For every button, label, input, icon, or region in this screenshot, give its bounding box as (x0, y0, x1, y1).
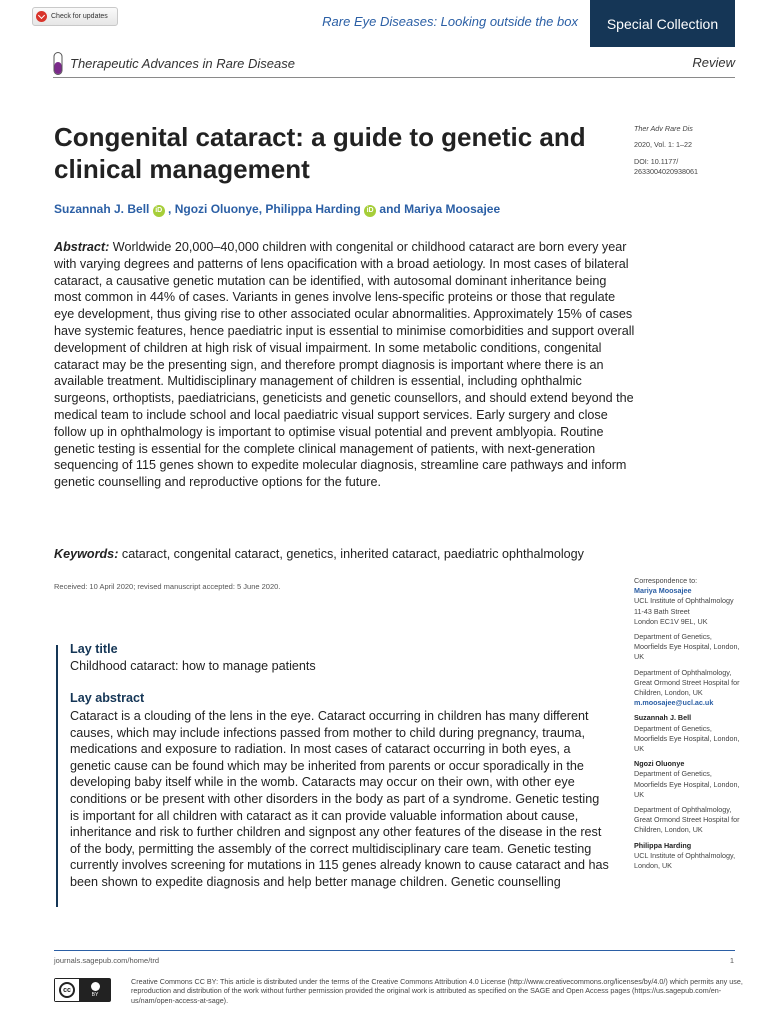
collection-title-link[interactable]: Rare Eye Diseases: Looking outside the box (322, 14, 578, 29)
journal-tube-icon (53, 52, 63, 76)
correspondence-address-line1: 11-43 Bath Street (634, 606, 690, 616)
received-dates: Received: 10 April 2020; revised manuscript accepted: 5 June 2020. (54, 582, 281, 591)
correspondence-aff2: Department of Genetics, Moorfields Eye Hospital, London, UK (634, 632, 740, 662)
cc-label: cc (59, 982, 75, 998)
author4-affiliation: UCL Institute of Ophthalmology, London, UK (634, 850, 736, 871)
lay-abstract-text: Cataract is a clouding of the lens in the eye. Cataract occurring in children has many different causes, which may include infections passed from mother to child during pregnancy, trauma, medications and exposure to radiation. In most cases of cataract occurring in both eyes, a genetic cause can be found which may be inherited from parents or occur sporadically in the developing baby itself while in the womb. Cataracts may occur on their own, with other eye conditions or be present with other disorders in the body as part of a syndrome. Genetic testing is important for all children with cataract as it can provide valuable information about cause, inheritance and risk to further children and signpost any other features of the disease in the rest of the body, permitting the assembly of the correct multidisciplinary care team. Genetic testing currently involves screening for mutations in 115 genes already known to cause cataract and has been shown to expedite diagnosis and help better manage children. Genetic counselling (70, 709, 609, 889)
author2-name: Suzannah J. Bell (634, 713, 692, 723)
doi-value: 2633004020938061 (634, 167, 698, 176)
article-title: Congenital cataract: a guide to genetic and clinical management (54, 122, 586, 184)
correspondence-address-line2: London EC1V 9EL, UK (634, 616, 708, 626)
abstract-text: Worldwide 20,000–40,000 children with congenital or childhood cataract are born every year with varying degrees and patterns of lens opacification with a broad aetiology. In most cases of bilateral cataract, a causative genetic mutation can be identified, with autosomal dominant inheritance being most common in 44% of cases. Variants in genes involve lens-specific proteins or those that regulate eye development, thus giving rise to other associated ocular abnormalities. Approximately 15% of cases have systemic features, hence paediatric input is essential to minimise comorbidities and support overall development of children at high risk of visual impairment. In some metabolic conditions, congenital cataract may be the presenting sign, and therefore prompt diagnosis is important where there is an available treatment. Multidisciplinary management of children is essential, including ophthalmic surgeons, orthoptists, paediatricians, geneticists and genetic counsellors, and should extend beyond the medical team to include school and local paediatric visual support services. Early surgery and close follow up in ophthalmology is important to optimise visual potential and prevent amblyopia. Routine genetic testing is essential for the complete clinical management of patients, with next-generation sequencing of 115 genes shown to expedite molecular diagnosis, streamline care pathways and inform genetic counselling and reproductive options for the future. (54, 240, 635, 490)
journal-name: Therapeutic Advances in Rare Disease (70, 56, 295, 71)
orcid-icon[interactable]: iD (153, 205, 165, 217)
abstract-label: Abstract: (54, 240, 110, 254)
keywords-label: Keywords: (54, 547, 119, 561)
article-type-label: Review (692, 55, 735, 70)
correspondence-name: Mariya Moosajee (634, 586, 692, 596)
correspondence-panel (634, 576, 746, 871)
correspondence-aff3: Department of Ophthalmology, Great Ormond Street Hospital for Children, London, UK (634, 667, 740, 698)
author-moosajee[interactable]: and Mariya Moosajee (379, 202, 501, 216)
header-divider (53, 77, 735, 78)
author4-name: Philippa Harding (634, 840, 692, 850)
check-updates-icon (36, 11, 47, 22)
keywords (54, 547, 654, 561)
check-updates-label: Check for updates (51, 13, 108, 20)
page-number: 1 (729, 956, 734, 965)
creative-commons-by-icon[interactable] (54, 978, 111, 1002)
author3-affiliation1: Department of Genetics, Moorfields Eye Hospital, London, UK (634, 769, 740, 799)
author-bell[interactable]: Suzannah J. Bell (54, 202, 150, 216)
correspondence-label: Correspondence to: (634, 576, 698, 585)
author-list (54, 202, 614, 217)
lay-summary-bar (56, 645, 58, 907)
journal-abbrev: Ther Adv Rare Dis (634, 124, 693, 133)
author-oluonye-harding[interactable]: , Ngozi Oluonye, Philippa Harding (168, 202, 361, 216)
license-text: Creative Commons CC BY: This article is distributed under the terms of the Creative Commons Attribution 4.0 License (http://www.creativecommons.org/licenses/by/4.0/) which permits any use, reproduction and distribution of the work without further permission provided the original work is attributed as specified on the SAGE and Open Access pages (https://us.sagepub.com/en-us/nam/open-access-at-sage). (131, 977, 743, 1005)
author2-affiliation: Department of Genetics, Moorfields Eye Hospital, London, UK (634, 723, 740, 754)
journal-url-link[interactable]: journals.sagepub.com/home/trd (54, 956, 160, 965)
lay-title-heading: Lay title (70, 642, 118, 656)
by-icon (80, 979, 110, 1001)
lay-title-text: Childhood cataract: how to manage patients (70, 659, 316, 673)
keywords-text: cataract, congenital cataract, genetics, inherited cataract, paediatric ophthalmology (121, 547, 584, 561)
author3-name: Ngozi Oluonye (634, 759, 685, 769)
doi-label: DOI: 10.1177/ (634, 157, 679, 166)
orcid-icon[interactable]: iD (364, 205, 376, 217)
person-icon (91, 982, 100, 991)
cc-icon (55, 979, 80, 1001)
author3-affiliation2: Department of Ophthalmology, Great Ormond Street Hospital for Children, London, UK (634, 805, 740, 835)
by-label: BY (91, 992, 99, 998)
footer-divider (54, 950, 735, 951)
correspondence-aff1: UCL Institute of Ophthalmology (634, 596, 734, 606)
check-for-updates-button[interactable] (32, 7, 118, 26)
volume-info: 2020, Vol. 1: 1–22 (634, 140, 692, 149)
abstract (54, 239, 636, 491)
doi[interactable] (634, 157, 744, 177)
special-collection-banner[interactable]: Special Collection (590, 0, 735, 47)
correspondence-email-link[interactable]: m.moosajee@ucl.ac.uk (634, 698, 714, 708)
lay-abstract-heading: Lay abstract (70, 691, 145, 705)
